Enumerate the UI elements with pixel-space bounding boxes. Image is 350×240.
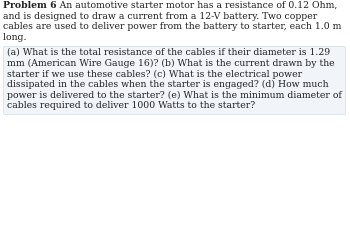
problem-label: Problem 6 <box>3 0 57 11</box>
problem-body: An automotive starter motor has a resistance of 0.12 Ohm, and is designed to draw a current from a 12-V battery. Two copper cables are used to deliver power from the battery to starter, each 1.0 m long. <box>3 0 342 43</box>
questions-box <box>3 46 346 115</box>
problem-statement <box>3 1 346 43</box>
questions-text: (a) What is the total resistance of the cables if their diameter is 1.29 mm (American Wire Gauge 16)? (b) What is the current drawn by the starter if we use these cables? (c) What is the electrical power dissipated in the cables when the starter is engaged? (d) How much power is delivered to the starter? (e) What is the minimum diameter of cables required to deliver 1000 Watts to the starter? <box>7 47 342 112</box>
